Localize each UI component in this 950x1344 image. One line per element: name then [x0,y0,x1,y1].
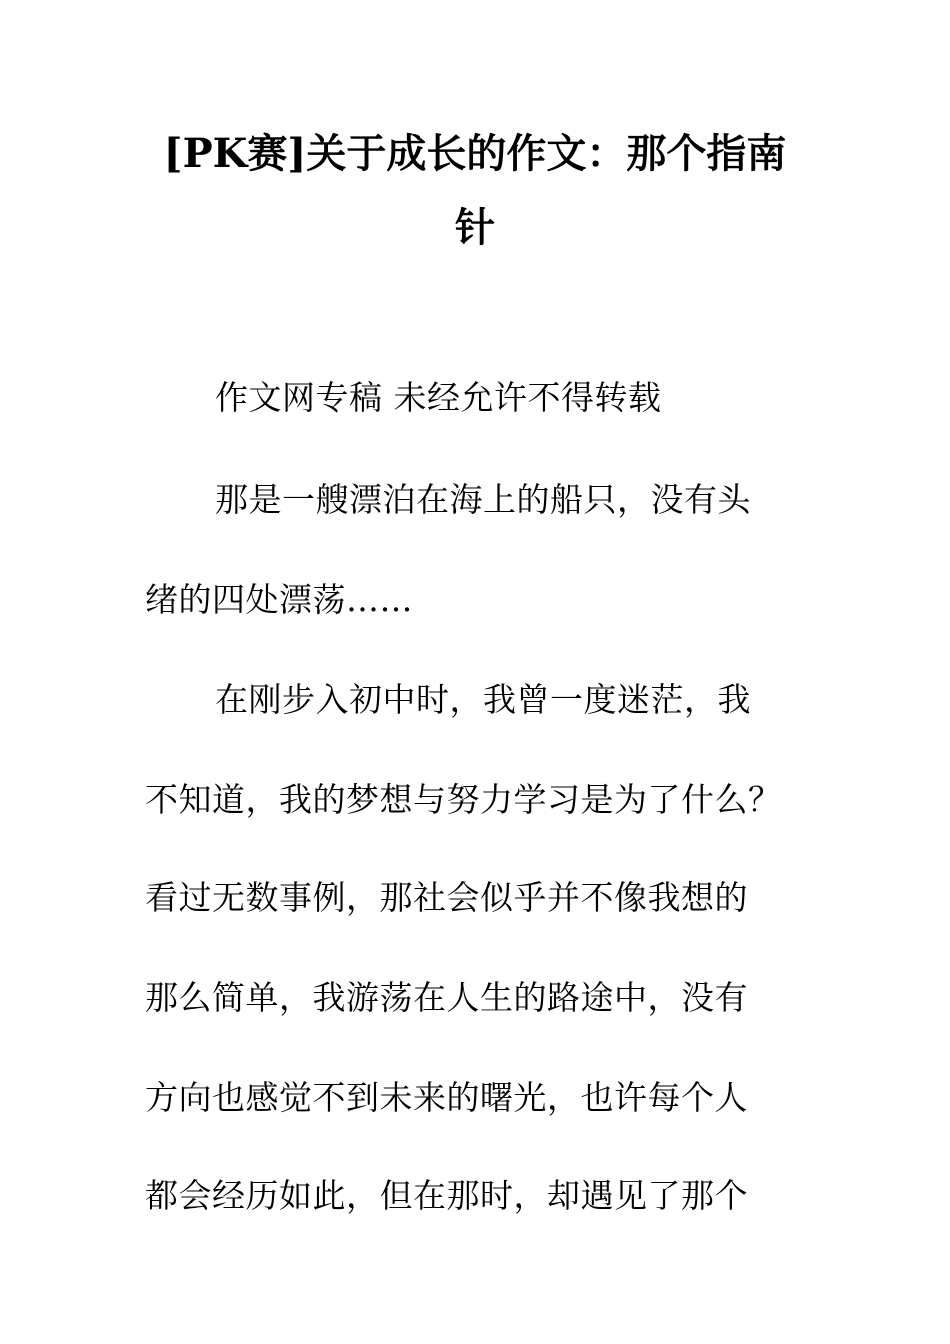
body-line: 方向也感觉不到未来的曙光，也许每个人 [145,1078,748,1117]
body-line: 那是一艘漂泊在海上的船只，没有头 [215,480,751,519]
body-line: 在刚步入初中时，我曾一度迷茫，我 [215,680,751,719]
body-line: 都会经历如此，但在那时，却遇见了那个 [145,1176,748,1215]
document-title-line-1: [PK赛]关于成长的作文：那个指南 [163,130,787,177]
body-line: 不知道，我的梦想与努力学习是为了什么？ [145,780,782,819]
document-title-line-2: 针 [455,204,495,251]
body-line: 那么简单，我游荡在人生的路途中，没有 [145,978,748,1017]
body-line: 看过无数事例，那社会似乎并不像我想的 [145,878,748,917]
body-line: 绪的四处漂荡…… [145,580,413,619]
body-line-copyright-notice: 作文网专稿 未经允许不得转载 [215,378,662,417]
